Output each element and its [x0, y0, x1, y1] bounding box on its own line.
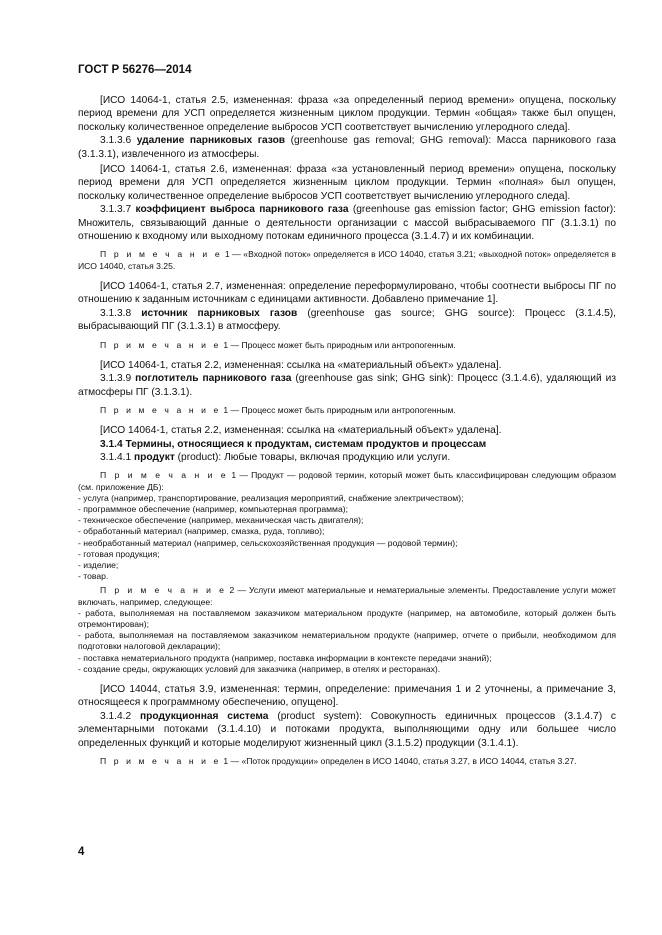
term-3-1-4-2 — [78, 710, 616, 750]
note — [78, 249, 616, 271]
list-item: - техническое обеспечение (например, механическая часть двигателя); — [78, 515, 364, 526]
term-definition: (greenhouse gas emission factor; GHG emission factor): Множитель, связывающий данные о деятельности организации с массой выбрасываемого ПГ (3.1.3.1) по отношению к входному или выходному потокам единичного процесса (3.1.4.7) и их комбинации. — [78, 204, 616, 243]
term-number: 3.1.4.2 — [100, 710, 132, 722]
note-list — [78, 470, 616, 582]
note-intro — [78, 470, 616, 492]
note-label: П р и м е ч а н и е — [100, 339, 221, 350]
note — [78, 756, 616, 767]
list-item: - создание среды, окружающих условий для заказчика (например, в отелях и ресторанах). — [78, 663, 441, 674]
note-label: П р и м е ч а н и е — [100, 756, 221, 767]
list-item: - услуга (например, транспортирование, реализация мероприятий, снабжение электричеством); — [78, 492, 464, 503]
term-title: удаление парниковых газов — [136, 135, 286, 147]
note-label: П р и м е ч а н и е — [100, 470, 229, 481]
note-text: 1 — «Поток продукции» определен в ИСО 14040, статья 3.27, в ИСО 14044, статья 3.27. — [223, 756, 577, 767]
term-number: 3.1.4.1 — [100, 451, 132, 463]
term-title: поглотитель парникового газа — [135, 373, 292, 385]
term-title: продукт — [134, 451, 175, 463]
term-definition: (product system): Совокупность единичных процессов (3.1.4.7) с элементарными потоками (3.1.4.10) и потоками продукта, выполняющими одну или большее число определенных функций и которые моделируют жизненный цикл (3.1.5.2) продукции (3.1.4.1). — [78, 710, 616, 749]
term-3-1-3-7 — [78, 203, 616, 243]
term-title: источник парниковых газов — [141, 307, 298, 319]
reference-paragraph: [ИСО 14064-1, статья 2.2, измененная: ссылка на «материальный объект» удалена]. — [100, 425, 502, 437]
list-item: - готовая продукция; — [78, 548, 160, 559]
list-item: - обработанный материал (например, смазка, руда, топливо); — [78, 526, 325, 537]
list-item: - поставка нематериального продукта (например, поставка информации в контексте передачи знаний); — [78, 652, 492, 663]
page-number: 4 — [78, 846, 85, 858]
list-item: - работа, выполняемая на поставляемом заказчиком нематериальном продукте (например, отчете о прибыли, необходимом для подготовки налоговой декларации); — [78, 630, 616, 652]
document-page — [78, 64, 616, 775]
note-label: П р и м е ч а н и е — [100, 404, 221, 415]
note-text: 1 — Процесс может быть природным или антропогенным. — [223, 404, 456, 415]
reference-paragraph: [ИСО 14044, статья 3.9, измененная: термин, определение: примечания 1 и 2 уточнены, а примечание 3, относящееся к программному обеспечению, опущено]. — [78, 684, 616, 709]
term-definition: (product): Любые товары, включая продукцию или услуги. — [177, 451, 451, 463]
note-text: 1 — Продукт — родовой термин, который может быть классифицирован следующим образом (см. приложение ДБ): — [78, 470, 617, 492]
note-intro — [78, 585, 616, 607]
term-definition: (greenhouse gas source; GHG source): Процесс (3.1.4.5), выбрасывающий ПГ (3.1.3.1) в атмосферу. — [78, 307, 616, 333]
note — [78, 405, 616, 416]
note-text: 2 — Услуги имеют материальные и нематериальные элементы. Предоставление услуги может включать, например, следующее: — [78, 585, 616, 607]
term-definition: (greenhouse gas removal; GHG removal): Масса парникового газа (3.1.3.1), извлеченного из атмосферы. — [78, 135, 616, 160]
reference-paragraph: [ИСО 14064-1, статья 2.6, измененная: фраза «за установленный период времени» опущена, поскольку период времени для УСП определяется жизненным циклом продукции. Термин «полная» был опущен, поскольку количественное определение выбросов УСП соответствует вычислению углеродного следа]. — [78, 164, 616, 202]
note-label: П р и м е ч а н и е — [100, 249, 223, 260]
term-3-1-3-9 — [78, 372, 616, 399]
note-text: 1 — Процесс может быть природным или антропогенным. — [223, 339, 456, 350]
note-label: П р и м е ч а н и е — [100, 585, 227, 596]
list-item: - необработанный материал (например, сельскохозяйственная продукция — родовой термин); — [78, 537, 458, 548]
note-list — [78, 585, 616, 675]
term-3-1-3-6 — [78, 134, 616, 161]
list-item: - товар. — [78, 571, 109, 582]
term-number: 3.1.3.8 — [100, 307, 132, 319]
note — [78, 340, 616, 351]
list-item: - изделие; — [78, 559, 119, 570]
section-title: 3.1.4 Термины, относящиеся к продуктам, системам продуктов и процессам — [100, 438, 487, 450]
list-item: - программное обеспечение (например, компьютерная программа); — [78, 503, 348, 514]
term-definition: (greenhouse gas sink; GHG sink): Процесс (3.1.4.6), удаляющий из атмосферы ПГ (3.1.3.1). — [78, 373, 617, 398]
term-3-1-3-8 — [78, 307, 616, 334]
term-3-1-4-1 — [78, 451, 616, 464]
term-title: продукционная система — [139, 710, 269, 722]
term-number: 3.1.3.9 — [100, 373, 132, 385]
term-number: 3.1.3.6 — [100, 135, 132, 147]
reference-paragraph: [ИСО 14064-1, статья 2.7, измененная: определение переформулировано, чтобы соотнести выбросы ПГ по отношению к заданным источникам с единицами активности. Добавлено примечание 1]. — [78, 280, 616, 306]
document-header: ГОСТ Р 56276—2014 — [78, 64, 192, 76]
list-item: - работа, выполняемая на поставляемом заказчиком материальном продукте (например, на автомобиле, который должен быть отремонтирован); — [78, 607, 616, 629]
term-title: коэффициент выброса парникового газа — [135, 204, 349, 216]
reference-paragraph: [ИСО 14064-1, статья 2.5, измененная: фраза «за определенный период времени» опущена, поскольку период времени для УСП определяется жизненным циклом продукции. Термин «общая» также был опущен, поскольку количественное определение выбросов УСП соответствует вычислению углеродного следа]. — [78, 95, 616, 133]
note-text: 1 — «Входной поток» определяется в ИСО 14040, статья 3.21; «выходной поток» определяется в ИСО 14040, статья 3.25. — [78, 249, 616, 271]
section-heading-3-1-4 — [78, 438, 616, 451]
term-number: 3.1.3.7 — [100, 204, 132, 216]
reference-paragraph: [ИСО 14064-1, статья 2.2, измененная: ссылка на «материальный объект» удалена]. — [100, 359, 502, 371]
